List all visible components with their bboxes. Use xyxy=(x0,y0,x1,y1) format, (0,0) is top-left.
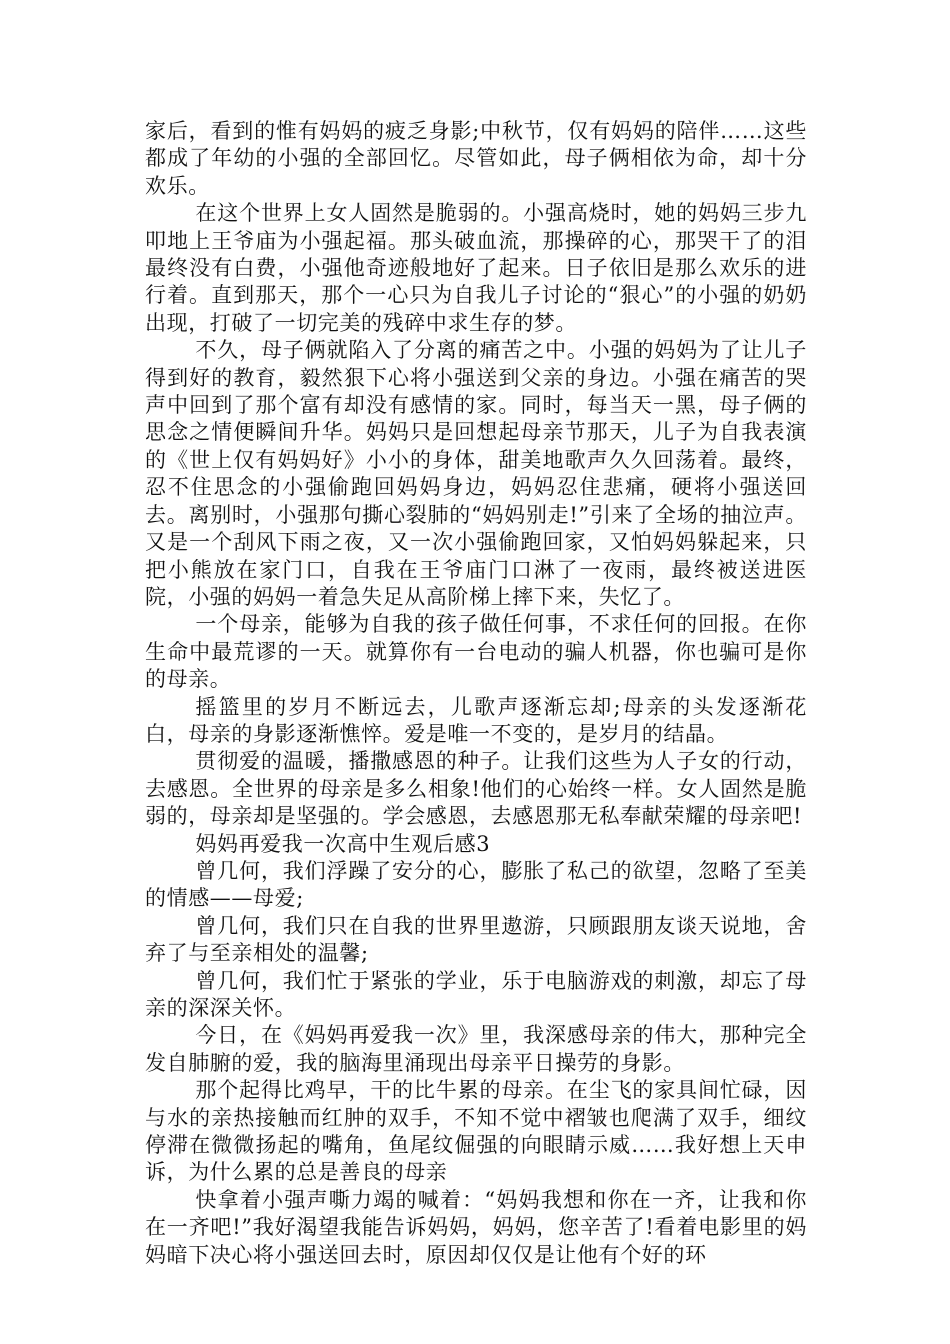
document-page xyxy=(145,118,807,1269)
section-paragraph-5: 那个起得比鸡早，干的比牛累的母亲。在尘飞的家具间忙碌，因与水的亲热接触而红肿的双手，不知不觉中褶皱也爬满了双手，细纹停滞在微微扬起的嘴角，鱼尾纹倔强的向眼睛示威……我好想上天申诉，为什么累的总是善良的母亲 xyxy=(145,1078,807,1185)
paragraph-4: 一个母亲，能够为自我的孩子做任何事，不求任何的回报。在你生命中最荒谬的一天。就算你有一台电动的骗人机器，你也骗可是你的母亲。 xyxy=(145,612,807,692)
paragraph-3: 不久，母子俩就陷入了分离的痛苦之中。小强的妈妈为了让儿子得到好的教育，毅然狠下心将小强送到父亲的身边。小强在痛苦的哭声中回到了那个富有却没有感情的家。同时，每当天一黑，母子俩的思念之情便瞬间升华。妈妈只是回想起母亲节那天，儿子为自我表演的《世上仅有妈妈好》小小的身体，甜美地歌声久久回荡着。最终，忍不住思念的小强偷跑回妈妈身边，妈妈忍住悲痛，硬将小强送回去。离别时，小强那句撕心裂肺的“妈妈别走!”引来了全场的抽泣声。又是一个刮风下雨之夜，又一次小强偷跑回家，又怕妈妈躲起来，只把小熊放在家门口，自我在王爷庙门口淋了一夜雨，最终被送进医院，小强的妈妈一着急失足从高阶梯上摔下来，失忆了。 xyxy=(145,338,807,609)
section-paragraph-1: 曾几何，我们浮躁了安分的心，膨胀了私己的欲望，忽略了至美的情感——母爱; xyxy=(145,858,807,911)
section-paragraph-4: 今日，在《妈妈再爱我一次》里，我深感母亲的伟大，那种完全发自肺腑的爱，我的脑海里涌现出母亲平日操劳的身影。 xyxy=(145,1023,807,1075)
paragraph-1: 家后，看到的惟有妈妈的疲乏身影;中秋节，仅有妈妈的陪伴……这些都成了年幼的小强的全部回忆。尽管如此，母子俩相依为命，却十分欢乐。 xyxy=(145,119,807,198)
section-paragraph-6: 快拿着小强声嘶力竭的喊着：“妈妈我想和你在一齐，让我和你在一齐吧!”我好渴望我能告诉妈妈，妈妈，您辛苦了!看着电影里的妈妈暗下决心将小强送回去时，原因却仅仅是让他有个好的环 xyxy=(145,1187,807,1267)
section-paragraph-2: 曾几何，我们只在自我的世界里遨游，只顾跟朋友谈天说地，舍弃了与至亲相处的温馨; xyxy=(145,913,807,966)
paragraph-6: 贯彻爱的温暖，播撒感恩的种子。让我们这些为人子女的行动，去感恩。全世界的母亲是多么相象!他们的心始终一样。女人固然是脆弱的，母亲却是坚强的。学会感恩，去感恩那无私奉献荣耀的母亲吧! xyxy=(145,749,807,829)
paragraph-2: 在这个世界上女人固然是脆弱的。小强高烧时，她的妈妈三步九叩地上王爷庙为小强起福。那头破血流，那操碎的心，那哭干了的泪最终没有白费，小强他奇迹般地好了起来。日子依旧是那么欢乐的进行着。直到那天，那个一心只为自我儿子讨论的“狠心”的小强的奶奶出现，打破了一切完美的残碎中求生存的梦。 xyxy=(145,201,807,335)
section-paragraph-3: 曾几何，我们忙于紧张的学业，乐于电脑游戏的刺激，却忘了母亲的深深关怀。 xyxy=(145,968,807,1020)
section-title: 妈妈再爱我一次高中生观后感3 xyxy=(195,831,491,856)
paragraph-5: 摇篮里的岁月不断远去，儿歌声逐渐忘却;母亲的头发逐渐花白，母亲的身影逐渐憔悴。爱是唯一不变的，是岁月的结晶。 xyxy=(145,694,807,746)
